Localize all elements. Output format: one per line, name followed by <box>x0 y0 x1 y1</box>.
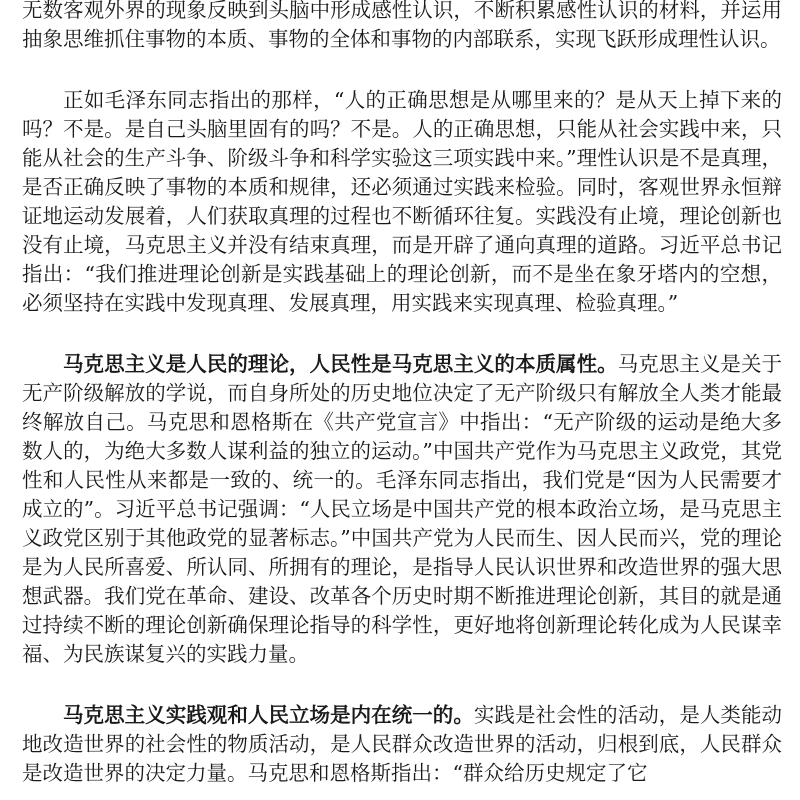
paragraph-gap <box>22 669 782 701</box>
paragraph-4-lead-sentence: 马克思主义实践观和人民立场是内在统一的。 <box>63 703 474 727</box>
paragraph-2-text: 正如毛泽东同志指出的那样，“人的正确思想是从哪里来的？是从天上掉下来的吗？不是。是自己头脑里固有的吗？不是。人的正确思想，只能从社会实践中来，只能从社会的生产斗争、阶级斗争和科学实验这三项实践中来。”理性认识是不是真理，是否正确反映了事物的本质和规律，还必须通过实践来检验。同时，客观世界永恒辩证地运动发展着，人们获取真理的过程也不断循环往复。实践没有止境，理论创新也没有止境，马克思主义并没有结束真理，而是开辟了通向真理的道路。习近平总书记指出：“我们推进理论创新是实践基础上的理论创新，而不是坐在象牙塔内的空想，必须坚持在实践中发现真理、发展真理，用实践来实现真理、检验真理。” <box>22 88 782 315</box>
paragraph-4 <box>22 701 782 788</box>
paragraph-gap <box>22 318 782 350</box>
paragraph-3 <box>22 350 782 669</box>
paragraph-1 <box>22 0 782 54</box>
paragraph-3-text: 马克思主义是关于无产阶级解放的学说，而自身所处的历史地位决定了无产阶级只有解放全人类才能最终解放自己。马克思和恩格斯在《共产党宣言》中指出：“无产阶级的运动是绝大多数人的，为绝大多数人谋利益的独立的运动。”中国共产党作为马克思主义政党，其党性和人民性从来都是一致的、统一的。毛泽东同志指出，我们党是“因为人民需要才成立的”。习近平总书记强调：“人民立场是中国共产党的根本政治立场，是马克思主义政党区别于其他政党的显著标志。”中国共产党为人民而生、因人民而兴，党的理论是为人民所喜爱、所认同、所拥有的理论，是指导人民认识世界和改造世界的强大思想武器。我们党在革命、建设、改革各个历史时期不断推进理论创新，其目的就是通过持续不断的理论创新确保理论指导的科学性，更好地将创新理论转化成为人民谋幸福、为民族谋复兴的实践力量。 <box>22 352 783 666</box>
paragraph-1-text: 无数客观外界的现象反映到头脑中形成感性认识，不断积累感性认识的材料，并运用抽象思维抓住事物的本质、事物的全体和事物的内部联系，实现飞跃形成理性认识。 <box>22 0 782 51</box>
paragraph-gap <box>22 54 782 86</box>
paragraph-3-lead-sentence: 马克思主义是人民的理论，人民性是马克思主义的本质属性。 <box>63 352 618 376</box>
paragraph-2 <box>22 86 782 318</box>
paragraph-4-text: 实践是社会性的活动，是人类能动地改造世界的社会性的物质活动，是人民群众改造世界的活动，归根到底，人民群众是改造世界的决定力量。马克思和恩格斯指出：“群众给历史规定了它 <box>22 703 783 785</box>
document-body <box>22 0 782 788</box>
